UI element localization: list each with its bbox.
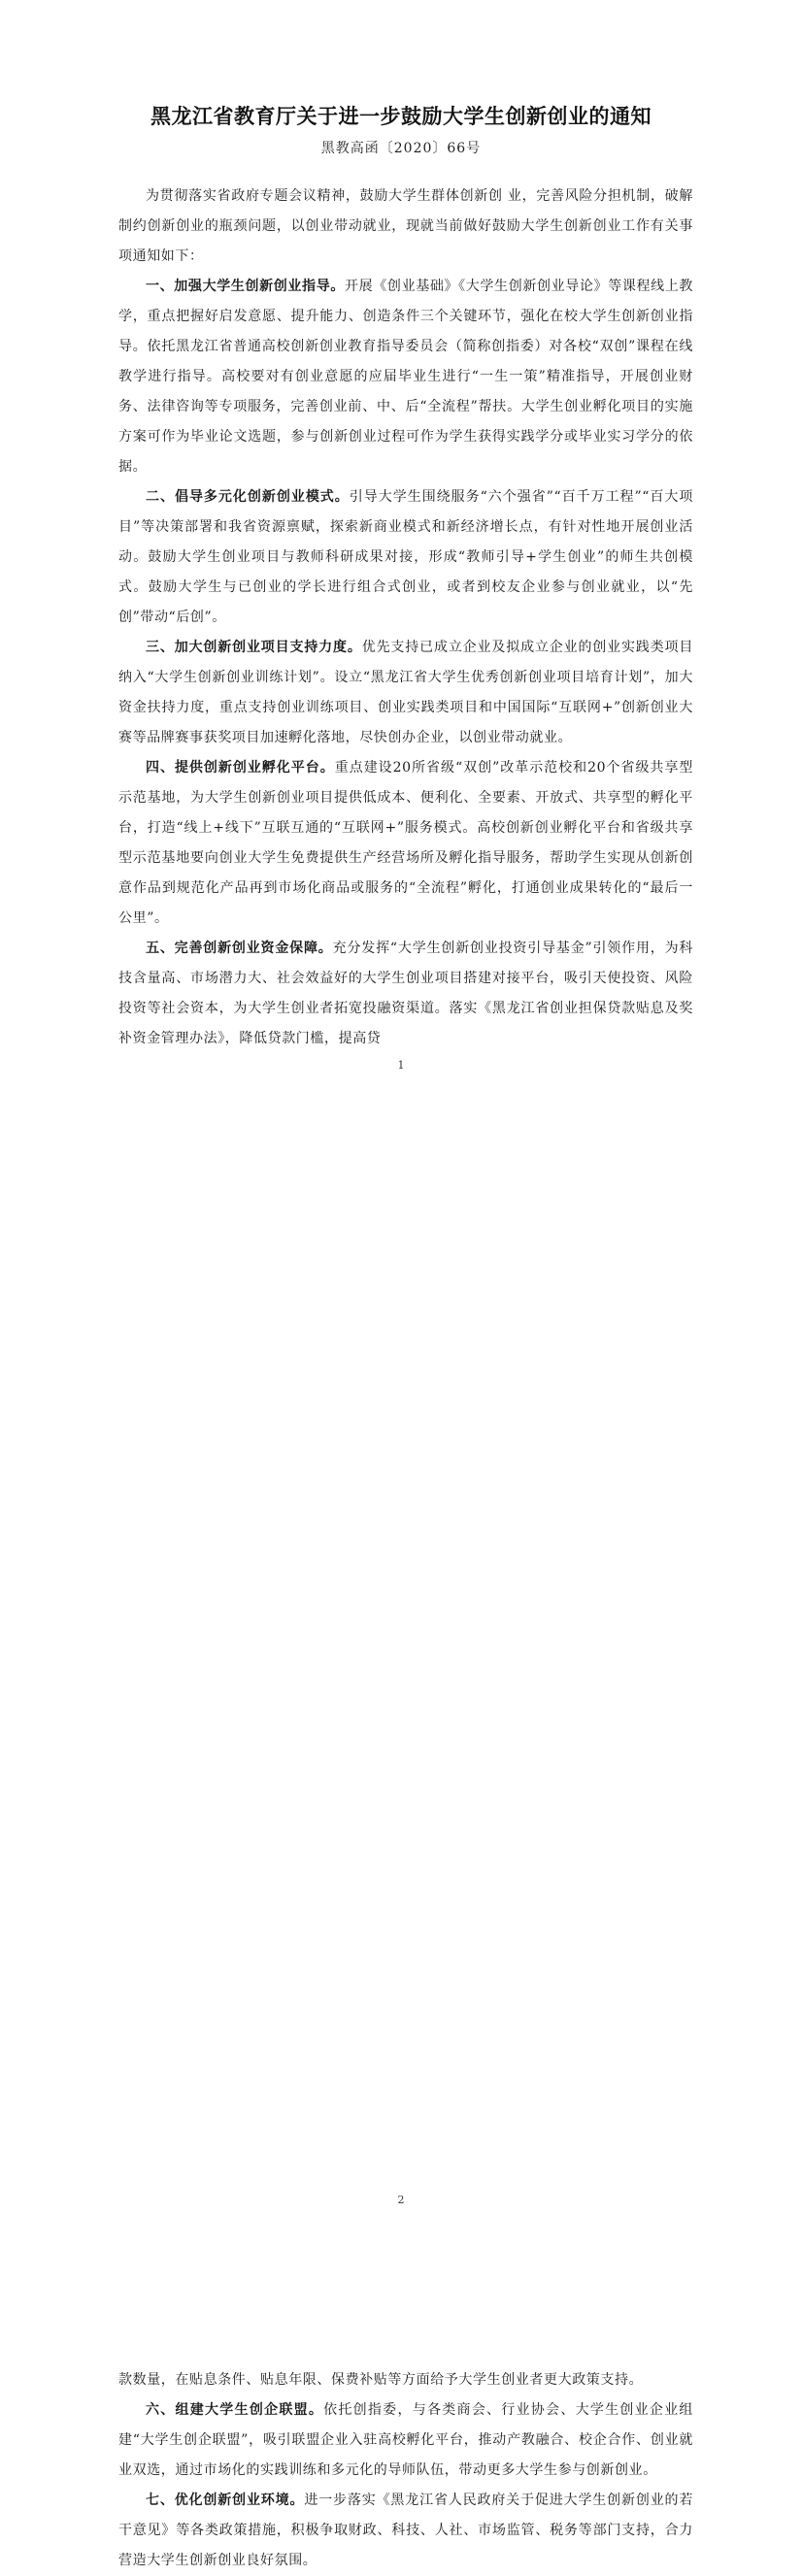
section-5-paragraph — [118, 934, 693, 1054]
document-title: 黑龙江省教育厅关于进一步鼓励大学生创新创业的通知 — [150, 105, 652, 128]
section-2-text: 引导大学生围绕服务“六个强省”“百千万工程”“百大项目”等决策部署和我省资源禀赋，探索新商业模式和新经济增长点，有针对性地开展创业活动。鼓励大学生创业项目与教师科研成果对接，形成“教师引导+学生创业”的师生共创模式。鼓励大学生与已创业的学长进行组合式创业，或者到校友企业参与创业就业，以“先创”带动“后创”。 — [118, 489, 693, 625]
section-2-paragraph — [118, 482, 693, 633]
section-4-paragraph — [118, 753, 693, 934]
section-5-text: 充分发挥“大学生创新创业投资引导基金”引领作用，为科技含量高、市场潜力大、社会效益好的大学生创业项目搭建对接平台，吸引天使投资、风险投资等社会资本，为大学生创业者拓宽投融资渠道。落实《黑龙江省创业担保贷款贴息及奖补资金管理办法》，降低贷款门槛，提高贷 — [118, 941, 693, 1046]
section-7-paragraph — [118, 2486, 693, 2576]
document-body-page-2 — [118, 2365, 693, 2576]
section-3-heading: 三、加大创新创业项目支持力度。 — [146, 640, 362, 655]
section-3-text: 优先支持已成立企业及拟成立企业的创业实践类项目纳入“大学生创新创业训练计划”。设立“黑龙江省大学生优秀创新创业项目培育计划”，加大资金扶持力度，重点支持创业训练项目、创业实践类项目和中国国际“互联网+”创新创业大赛等品牌赛事获奖项目加速孵化落地，尽快创办企业，以创业带动就业。 — [118, 640, 693, 745]
section-6-heading: 六、组建大学生创企联盟。 — [146, 2402, 324, 2418]
section-1-heading: 一、加强大学生创新创业指导。 — [146, 279, 345, 294]
page-1 — [0, 0, 802, 1135]
section-5-heading: 五、完善创新创业资金保障。 — [146, 941, 333, 956]
section-1-text: 开展《创业基础》《大学生创新创业导论》等课程线上教学，重点把握好启发意愿、提升能力、创造条件三个关键环节，强化在校大学生创新创业指导。依托黑龙江省普通高校创新创业教育指导委员会（简称创指委）对各校“双创”课程在线教学进行指导。高校要对有创业意愿的应届毕业生进行“一生一策”精准指导，开展创业财务、法律咨询等专项服务，完善创业前、中、后“全流程”帮扶。大学生创业孵化项目的实施方案可作为毕业论文选题，参与创新创业过程可作为学生获得实践学分或毕业实习学分的依据。 — [118, 279, 694, 475]
section-3-paragraph — [118, 633, 693, 753]
section-2-heading: 二、倡导多元化创新创业模式。 — [146, 489, 350, 505]
page-number-2: 2 — [397, 2194, 405, 2206]
section-6-text: 依托创指委，与各类商会、行业协会、大学生创业企业组建“大学生创企联盟”，吸引联盟企业入驻高校孵化平台，推动产教融合、校企合作、创业就业双选，通过市场化的实践训练和多元化的导师队伍，带动更多大学生参与创新创业。 — [118, 2402, 694, 2478]
section-4-heading: 四、提供创新创业孵化平台。 — [146, 760, 335, 776]
page-2 — [0, 1135, 802, 2568]
document-number: 黑教高函〔2020〕66号 — [320, 141, 482, 156]
section-6-paragraph — [118, 2395, 693, 2486]
page-number-1: 1 — [397, 1059, 405, 1072]
section-1-paragraph — [118, 272, 693, 482]
section-4-text: 重点建设20所省级“双创”改革示范校和20个省级共享型示范基地，为大学生创新创业项目提供低成本、便利化、全要素、开放式、共享型的孵化平台，打造“线上+线下”互联互通的“互联网+”服务模式。高校创新创业孵化平台和省级共享型示范基地要向创业大学生免费提供生产经营场所及孵化指导服务，帮助学生实现从创新创意作品到规范化产品再到市场化商品或服务的“全流程”孵化，打通创业成果转化的“最后一公里”。 — [118, 760, 693, 926]
document-body-page-1 — [118, 182, 693, 1054]
section-7-text: 进一步落实《黑龙江省人民政府关于促进大学生创新创业的若干意见》等各类政策措施，积极争取财政、科技、人社、市场监管、税务等部门支持，合力营造大学生创新创业良好氛围。 — [118, 2493, 693, 2568]
section-5-continuation: 款数量，在贴息条件、贴息年限、保费补贴等方面给予大学生创业者更大政策支持。 — [118, 2372, 644, 2388]
section-7-heading: 七、优化创新创业环境。 — [146, 2493, 305, 2508]
intro-paragraph: 为贯彻落实省政府专题会议精神，鼓励大学生群体创新创 业，完善风险分担机制，破解制约创新创业的瓶颈问题，以创业带动就业，现就当前做好鼓励大学生创新创业工作有关事项通知如下： — [118, 188, 693, 264]
